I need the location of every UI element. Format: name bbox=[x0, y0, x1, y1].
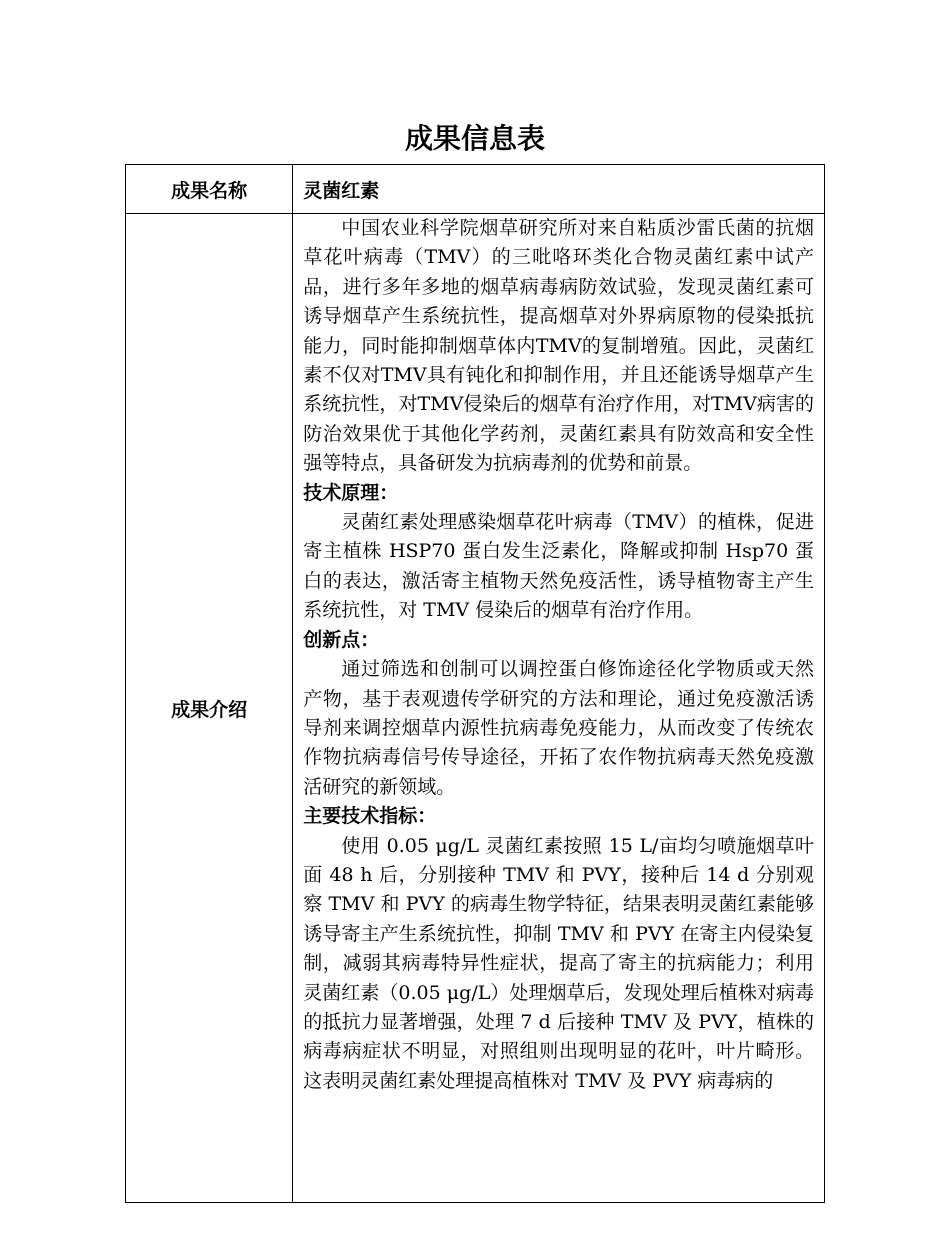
achievement-name-value: 灵菌红素 bbox=[293, 165, 825, 214]
intro-paragraph: 中国农业科学院烟草研究所对来自粘质沙雷氏菌的抗烟草花叶病毒（TMV）的三吡咯环类化合物灵菌红素中试产品，进行多年多地的烟草病毒病防效试验，发现灵菌红素可诱导烟草产生系统抗性，提高烟草对外界病原物的侵染抵抗能力，同时能抑制烟草体内TMV的复制增殖。因此，灵菌红素不仅对TMV具有钝化和抑制作用，并且还能诱导烟草产生系统抗性，对TMV侵染后的烟草有治疗作用，对TMV病害的防治效果优于其他化学药剂，灵菌红素具有防效高和安全性强等特点，具备研发为抗病毒剂的优势和前景。 bbox=[303, 217, 814, 475]
info-table bbox=[125, 164, 825, 1203]
indicators-text: 使用 0.05 μg/L 灵菌红素按照 15 L/亩均匀喷施烟草叶面 48 h 后，分别接种 TMV 和 PVY，接种后 14 d 分别观察 TMV 和 PVY 的病毒生物学特征，结果表明灵菌红素能够诱导寄主产生系统抗性，抑制 TMV 和 PVY 在寄主内侵染复制，减弱其病毒特异性症状，提高了寄主的抗病能力；利用灵菌红素（0.05 μg/L）处理烟草后，发现处理后植株对病毒的抵抗力显著增强，处理 7 d 后接种 TMV 及 PVY，植株的病毒病症状不明显，对照组则出现明显的花叶，叶片畸形。这表明灵菌红素处理提高植株对 TMV 及 PVY 病毒病的 bbox=[303, 834, 814, 1092]
innovation-text: 通过筛选和创制可以调控蛋白修饰途径化学物质或天然产物，基于表观遗传学研究的方法和理论，通过免疫激活诱导剂来调控烟草内源性抗病毒免疫能力，从而改变了传统农作物抗病毒信号传导途径，开拓了农作物抗病毒天然免疫激活研究的新领域。 bbox=[303, 658, 814, 798]
achievement-intro-cell bbox=[293, 214, 825, 1203]
achievement-intro-body bbox=[293, 214, 824, 1202]
page-title: 成果信息表 bbox=[404, 122, 545, 155]
principle-text: 灵菌红素处理感染烟草花叶病毒（TMV）的植株，促进寄主植株 HSP70 蛋白发生泛素化，降解或抑制 Hsp70 蛋白的表达，激活寄主植物天然免疫活性，诱导植物寄主产生系统抗性，对 TMV 侵染后的烟草有治疗作用。 bbox=[303, 511, 814, 622]
achievement-name-label: 成果名称 bbox=[126, 165, 293, 214]
table-row bbox=[126, 214, 825, 1203]
table-row bbox=[126, 165, 825, 214]
principle-heading: 技术原理： bbox=[303, 481, 399, 504]
innovation-heading: 创新点： bbox=[303, 628, 380, 651]
achievement-intro-label: 成果介绍 bbox=[126, 214, 293, 1203]
indicators-heading: 主要技术指标： bbox=[303, 805, 437, 828]
